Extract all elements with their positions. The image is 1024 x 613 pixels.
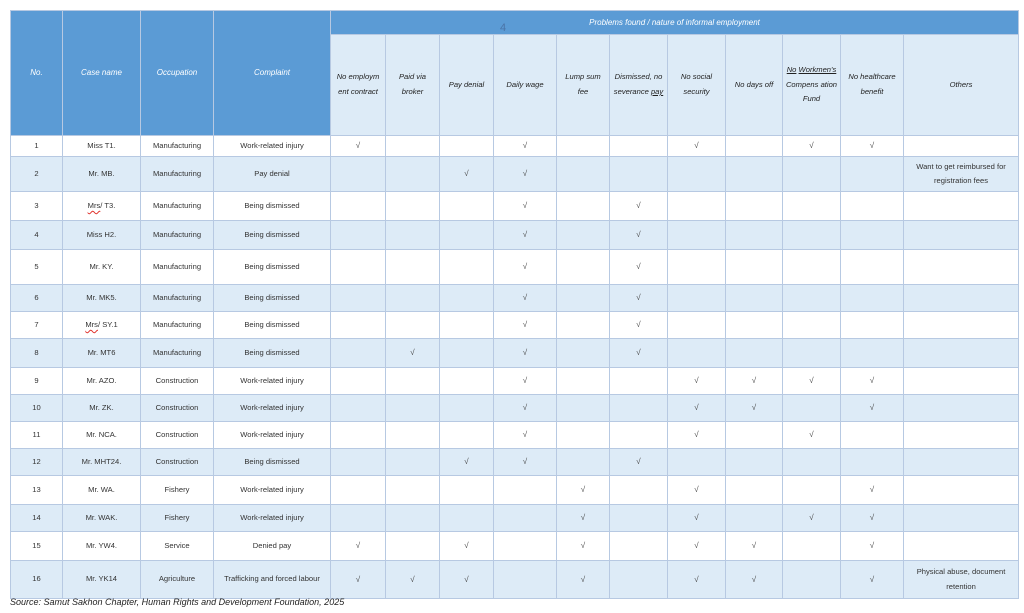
row-check-6 xyxy=(668,339,726,368)
complaints-table xyxy=(10,10,1019,599)
row-occupation: Manufacturing xyxy=(141,285,214,312)
row-check-8 xyxy=(783,250,841,285)
row-no: 10 xyxy=(11,395,63,422)
row-check-4: √ xyxy=(557,476,610,505)
row-check-3: √ xyxy=(494,157,557,192)
row-check-5 xyxy=(610,422,668,449)
row-check-9 xyxy=(841,339,904,368)
row-check-8 xyxy=(783,192,841,221)
row-occupation: Manufacturing xyxy=(141,339,214,368)
row-others xyxy=(904,339,1019,368)
row-others xyxy=(904,312,1019,339)
row-check-1 xyxy=(386,476,440,505)
row-check-8 xyxy=(783,157,841,192)
row-occupation: Construction xyxy=(141,449,214,476)
row-case-name: Mr. MB. xyxy=(63,157,141,192)
row-complaint: Trafficking and forced labour xyxy=(214,561,331,599)
header-case-name: Case name xyxy=(63,11,141,136)
header-problem-5: Dismissed, no severance pay xyxy=(610,35,668,136)
row-check-8 xyxy=(783,395,841,422)
header-problem-10: Others xyxy=(904,35,1019,136)
row-check-4 xyxy=(557,368,610,395)
row-check-1 xyxy=(386,250,440,285)
row-case-name: Mr. MHT24. xyxy=(63,449,141,476)
row-check-6: √ xyxy=(668,532,726,561)
row-complaint: Being dismissed xyxy=(214,192,331,221)
row-check-0 xyxy=(331,221,386,250)
row-complaint: Work-related injury xyxy=(214,476,331,505)
row-check-1 xyxy=(386,157,440,192)
row-check-2 xyxy=(440,192,494,221)
table-row xyxy=(11,395,1019,422)
row-check-6 xyxy=(668,312,726,339)
table-row xyxy=(11,285,1019,312)
row-check-8 xyxy=(783,476,841,505)
row-check-1 xyxy=(386,449,440,476)
row-check-3: √ xyxy=(494,395,557,422)
row-case-name: Mr. MK5. xyxy=(63,285,141,312)
row-check-0 xyxy=(331,250,386,285)
source-note: Source: Samut Sakhon Chapter, Human Rights and Development Foundation, 2025 xyxy=(10,597,345,607)
row-no: 15 xyxy=(11,532,63,561)
row-check-1: √ xyxy=(386,561,440,599)
row-no: 8 xyxy=(11,339,63,368)
row-others: Want to get reimbursed for registration fees xyxy=(904,157,1019,192)
row-others: Physical abuse, document retention xyxy=(904,561,1019,599)
table-row xyxy=(11,250,1019,285)
row-complaint: Work-related injury xyxy=(214,368,331,395)
row-check-4 xyxy=(557,157,610,192)
row-check-4 xyxy=(557,395,610,422)
row-check-9: √ xyxy=(841,368,904,395)
row-check-3: √ xyxy=(494,221,557,250)
row-occupation: Manufacturing xyxy=(141,192,214,221)
row-check-0 xyxy=(331,449,386,476)
table-row xyxy=(11,561,1019,599)
row-check-7: √ xyxy=(726,561,783,599)
row-case-name: Mr. WA. xyxy=(63,476,141,505)
row-check-5 xyxy=(610,157,668,192)
row-check-9 xyxy=(841,312,904,339)
row-check-8 xyxy=(783,221,841,250)
row-check-9 xyxy=(841,157,904,192)
row-check-4: √ xyxy=(557,532,610,561)
header-no: No. xyxy=(11,11,63,136)
row-check-4 xyxy=(557,221,610,250)
row-complaint: Work-related injury xyxy=(214,422,331,449)
row-check-1 xyxy=(386,532,440,561)
row-check-1: √ xyxy=(386,339,440,368)
row-check-7 xyxy=(726,422,783,449)
table-row xyxy=(11,532,1019,561)
row-occupation: Manufacturing xyxy=(141,312,214,339)
row-check-1 xyxy=(386,395,440,422)
row-check-2 xyxy=(440,422,494,449)
row-check-6 xyxy=(668,192,726,221)
row-check-1 xyxy=(386,221,440,250)
row-others xyxy=(904,532,1019,561)
row-check-0: √ xyxy=(331,532,386,561)
header-problem-1: Paid via broker xyxy=(386,35,440,136)
row-check-0 xyxy=(331,192,386,221)
row-check-9 xyxy=(841,250,904,285)
row-check-9 xyxy=(841,221,904,250)
row-check-3: √ xyxy=(494,312,557,339)
row-check-1 xyxy=(386,192,440,221)
row-check-8 xyxy=(783,285,841,312)
row-check-7 xyxy=(726,476,783,505)
row-no: 4 xyxy=(11,221,63,250)
row-check-9 xyxy=(841,449,904,476)
row-check-0 xyxy=(331,422,386,449)
row-check-7 xyxy=(726,250,783,285)
row-check-6 xyxy=(668,285,726,312)
row-no: 11 xyxy=(11,422,63,449)
row-complaint: Denied pay xyxy=(214,532,331,561)
row-check-9 xyxy=(841,192,904,221)
row-check-2 xyxy=(440,250,494,285)
row-check-4: √ xyxy=(557,505,610,532)
row-check-8 xyxy=(783,339,841,368)
row-check-0 xyxy=(331,395,386,422)
row-check-2: √ xyxy=(440,532,494,561)
row-check-6: √ xyxy=(668,476,726,505)
row-check-1 xyxy=(386,422,440,449)
row-check-4 xyxy=(557,339,610,368)
row-no: 9 xyxy=(11,368,63,395)
row-check-7 xyxy=(726,285,783,312)
row-check-3: √ xyxy=(494,422,557,449)
row-case-name: Mr. WAK. xyxy=(63,505,141,532)
row-check-6 xyxy=(668,449,726,476)
row-check-1 xyxy=(386,285,440,312)
row-check-1 xyxy=(386,368,440,395)
row-check-7 xyxy=(726,192,783,221)
row-check-4 xyxy=(557,422,610,449)
row-check-0: √ xyxy=(331,561,386,599)
table-row xyxy=(11,192,1019,221)
table-row xyxy=(11,136,1019,157)
row-check-2: √ xyxy=(440,157,494,192)
header-problem-3: Daily wage xyxy=(494,35,557,136)
row-check-8 xyxy=(783,561,841,599)
row-occupation: Agriculture xyxy=(141,561,214,599)
row-check-7 xyxy=(726,221,783,250)
row-complaint: Work-related injury xyxy=(214,395,331,422)
row-check-5: √ xyxy=(610,221,668,250)
row-check-7 xyxy=(726,136,783,157)
row-no: 16 xyxy=(11,561,63,599)
row-check-2 xyxy=(440,368,494,395)
row-check-5 xyxy=(610,368,668,395)
table-row xyxy=(11,221,1019,250)
row-occupation: Fishery xyxy=(141,505,214,532)
row-occupation: Service xyxy=(141,532,214,561)
row-case-name: Mr. YK14 xyxy=(63,561,141,599)
row-check-4 xyxy=(557,192,610,221)
row-check-8: √ xyxy=(783,422,841,449)
row-check-3: √ xyxy=(494,136,557,157)
table-row xyxy=(11,422,1019,449)
table-row xyxy=(11,339,1019,368)
row-check-9: √ xyxy=(841,561,904,599)
row-check-5: √ xyxy=(610,312,668,339)
row-others xyxy=(904,250,1019,285)
row-check-9 xyxy=(841,422,904,449)
row-check-5: √ xyxy=(610,449,668,476)
row-case-name: Mrs/ SY.1 xyxy=(63,312,141,339)
row-check-3 xyxy=(494,505,557,532)
row-check-6 xyxy=(668,250,726,285)
row-check-7: √ xyxy=(726,368,783,395)
row-complaint: Being dismissed xyxy=(214,449,331,476)
row-check-5 xyxy=(610,505,668,532)
row-check-4 xyxy=(557,250,610,285)
row-check-0 xyxy=(331,505,386,532)
row-check-3: √ xyxy=(494,368,557,395)
row-check-0 xyxy=(331,285,386,312)
row-check-8: √ xyxy=(783,505,841,532)
table-row xyxy=(11,476,1019,505)
row-occupation: Construction xyxy=(141,368,214,395)
row-check-6 xyxy=(668,221,726,250)
row-check-7 xyxy=(726,312,783,339)
row-no: 7 xyxy=(11,312,63,339)
row-check-3: √ xyxy=(494,250,557,285)
row-check-2 xyxy=(440,339,494,368)
header-problem-8: No Workmen's Compens ation Fund xyxy=(783,35,841,136)
row-no: 13 xyxy=(11,476,63,505)
row-no: 1 xyxy=(11,136,63,157)
header-problems-group: Problems found / nature of informal employment xyxy=(331,11,1019,35)
row-check-4 xyxy=(557,312,610,339)
row-check-9: √ xyxy=(841,476,904,505)
row-check-3 xyxy=(494,532,557,561)
row-others xyxy=(904,505,1019,532)
row-check-6: √ xyxy=(668,368,726,395)
row-check-2 xyxy=(440,221,494,250)
row-check-3 xyxy=(494,476,557,505)
row-case-name: Miss H2. xyxy=(63,221,141,250)
row-check-8: √ xyxy=(783,136,841,157)
row-check-6: √ xyxy=(668,422,726,449)
row-occupation: Manufacturing xyxy=(141,221,214,250)
row-occupation: Manufacturing xyxy=(141,250,214,285)
row-check-9: √ xyxy=(841,505,904,532)
row-check-1 xyxy=(386,505,440,532)
header-occupation: Occupation xyxy=(141,11,214,136)
page-number: 4 xyxy=(500,22,507,34)
row-no: 14 xyxy=(11,505,63,532)
row-check-3: √ xyxy=(494,192,557,221)
row-check-9: √ xyxy=(841,532,904,561)
row-check-5 xyxy=(610,476,668,505)
row-check-5: √ xyxy=(610,192,668,221)
row-case-name: Miss T1. xyxy=(63,136,141,157)
row-check-3: √ xyxy=(494,449,557,476)
row-check-7 xyxy=(726,339,783,368)
row-check-2 xyxy=(440,476,494,505)
row-check-7 xyxy=(726,157,783,192)
row-no: 6 xyxy=(11,285,63,312)
row-case-name: Mr. ZK. xyxy=(63,395,141,422)
table-row xyxy=(11,449,1019,476)
row-check-4 xyxy=(557,285,610,312)
row-check-7 xyxy=(726,505,783,532)
row-complaint: Pay denial xyxy=(214,157,331,192)
header-problem-2: Pay denial xyxy=(440,35,494,136)
row-case-name: Mr. NCA. xyxy=(63,422,141,449)
header-complaint: Complaint xyxy=(214,11,331,136)
row-case-name: Mrs/ T3. xyxy=(63,192,141,221)
row-check-0 xyxy=(331,368,386,395)
row-others xyxy=(904,136,1019,157)
row-complaint: Being dismissed xyxy=(214,285,331,312)
header-problem-4: Lump sum fee xyxy=(557,35,610,136)
row-occupation: Manufacturing xyxy=(141,157,214,192)
row-check-7: √ xyxy=(726,395,783,422)
row-others xyxy=(904,221,1019,250)
row-case-name: Mr. MT6 xyxy=(63,339,141,368)
row-check-8 xyxy=(783,449,841,476)
row-check-8 xyxy=(783,532,841,561)
row-others xyxy=(904,476,1019,505)
row-check-2 xyxy=(440,505,494,532)
row-check-8 xyxy=(783,312,841,339)
row-check-6: √ xyxy=(668,561,726,599)
row-check-6 xyxy=(668,157,726,192)
row-others xyxy=(904,395,1019,422)
table-row xyxy=(11,312,1019,339)
row-check-0 xyxy=(331,312,386,339)
row-others xyxy=(904,285,1019,312)
row-check-4 xyxy=(557,449,610,476)
row-others xyxy=(904,422,1019,449)
row-case-name: Mr. YW4. xyxy=(63,532,141,561)
row-case-name: Mr. KY. xyxy=(63,250,141,285)
header-problem-0: No employm ent contract xyxy=(331,35,386,136)
row-complaint: Being dismissed xyxy=(214,221,331,250)
row-no: 2 xyxy=(11,157,63,192)
row-no: 5 xyxy=(11,250,63,285)
row-check-0 xyxy=(331,339,386,368)
row-check-1 xyxy=(386,312,440,339)
table-row xyxy=(11,157,1019,192)
row-others xyxy=(904,192,1019,221)
header-problem-7: No days off xyxy=(726,35,783,136)
table-row xyxy=(11,505,1019,532)
row-check-6: √ xyxy=(668,136,726,157)
row-check-0 xyxy=(331,157,386,192)
row-no: 3 xyxy=(11,192,63,221)
row-check-1 xyxy=(386,136,440,157)
row-check-3: √ xyxy=(494,339,557,368)
row-check-2 xyxy=(440,136,494,157)
row-complaint: Being dismissed xyxy=(214,312,331,339)
row-check-7: √ xyxy=(726,532,783,561)
row-check-9: √ xyxy=(841,136,904,157)
row-check-5 xyxy=(610,532,668,561)
row-check-2 xyxy=(440,285,494,312)
row-check-6: √ xyxy=(668,395,726,422)
row-check-5: √ xyxy=(610,250,668,285)
row-occupation: Manufacturing xyxy=(141,136,214,157)
row-others xyxy=(904,449,1019,476)
header-problem-6: No social security xyxy=(668,35,726,136)
row-complaint: Being dismissed xyxy=(214,250,331,285)
row-check-5 xyxy=(610,136,668,157)
row-check-4: √ xyxy=(557,561,610,599)
row-complaint: Work-related injury xyxy=(214,136,331,157)
row-check-3: √ xyxy=(494,285,557,312)
row-check-9: √ xyxy=(841,395,904,422)
row-check-4 xyxy=(557,136,610,157)
row-others xyxy=(904,368,1019,395)
row-check-5 xyxy=(610,561,668,599)
row-occupation: Fishery xyxy=(141,476,214,505)
row-check-2: √ xyxy=(440,561,494,599)
row-case-name: Mr. AZO. xyxy=(63,368,141,395)
row-check-8: √ xyxy=(783,368,841,395)
row-check-2 xyxy=(440,312,494,339)
row-check-0 xyxy=(331,476,386,505)
row-check-5: √ xyxy=(610,285,668,312)
row-occupation: Construction xyxy=(141,395,214,422)
row-check-3 xyxy=(494,561,557,599)
row-check-7 xyxy=(726,449,783,476)
row-check-5: √ xyxy=(610,339,668,368)
row-check-0: √ xyxy=(331,136,386,157)
table-row xyxy=(11,368,1019,395)
header-problem-9: No healthcare benefit xyxy=(841,35,904,136)
row-occupation: Construction xyxy=(141,422,214,449)
row-complaint: Being dismissed xyxy=(214,339,331,368)
row-complaint: Work-related injury xyxy=(214,505,331,532)
row-check-5 xyxy=(610,395,668,422)
row-check-2: √ xyxy=(440,449,494,476)
row-check-9 xyxy=(841,285,904,312)
row-check-2 xyxy=(440,395,494,422)
row-check-6: √ xyxy=(668,505,726,532)
row-no: 12 xyxy=(11,449,63,476)
